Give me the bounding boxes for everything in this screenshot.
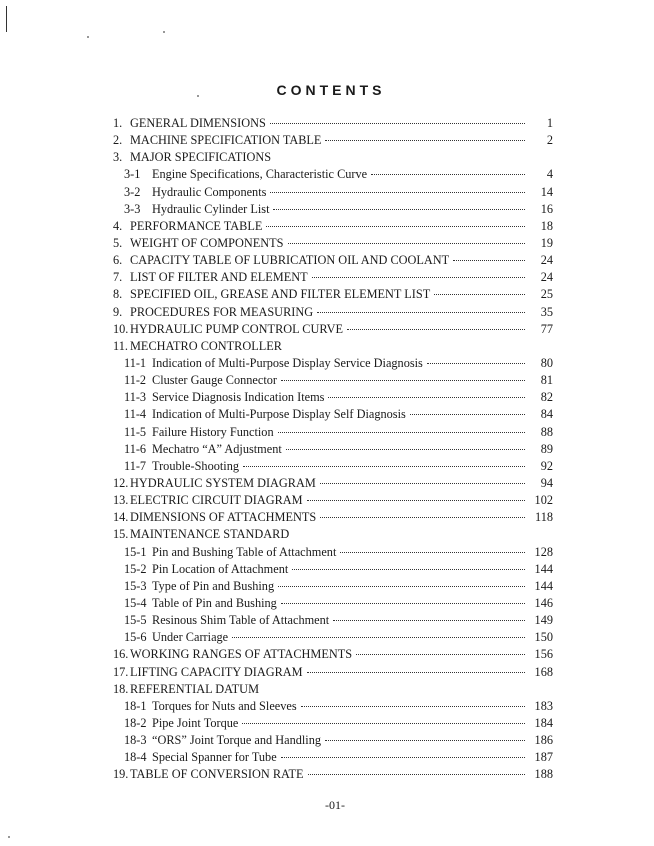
toc-page-number: 88 <box>540 424 553 439</box>
toc-entry-number: 15-4 <box>124 595 147 610</box>
dot-leader <box>371 174 525 175</box>
toc-entry-number: 15. <box>113 527 129 542</box>
dot-leader <box>317 312 525 313</box>
toc-entry-label <box>124 201 269 218</box>
dot-leader <box>410 414 525 415</box>
toc-page-number: 24 <box>540 270 553 285</box>
toc-entry-label <box>113 252 449 269</box>
toc-page-number: 14 <box>540 184 553 199</box>
dot-leader <box>312 277 525 278</box>
dot-leader <box>232 637 525 638</box>
toc-entry-title: HYDRAULIC PUMP CONTROL CURVE <box>130 321 343 336</box>
toc-entry-number: 17. <box>113 664 129 679</box>
scan-edge-mark <box>6 6 7 32</box>
toc-entry-title: Trouble-Shooting <box>152 458 240 473</box>
toc-subentry <box>113 372 553 389</box>
toc-subentry <box>113 458 553 475</box>
toc-entry <box>113 664 553 681</box>
toc-entry-label <box>124 749 277 766</box>
toc-entry <box>113 766 553 783</box>
toc-entry-title: TABLE OF CONVERSION RATE <box>130 767 304 782</box>
toc-subentry <box>113 578 553 595</box>
toc-entry-title: Type of Pin and Bushing <box>152 578 275 593</box>
toc-entry-number: 2. <box>113 133 123 148</box>
toc-entry-number: 11-6 <box>124 441 147 456</box>
dot-leader <box>325 740 525 741</box>
dot-leader <box>308 774 525 775</box>
toc-entry <box>113 252 553 269</box>
toc-entry <box>113 338 553 355</box>
toc-entry-number: 15-1 <box>124 544 147 559</box>
toc-entry <box>113 149 553 166</box>
page-title: CONTENTS <box>276 82 386 98</box>
toc-subentry <box>113 424 553 441</box>
toc-entry-label <box>113 304 313 321</box>
toc-entry-number: 18. <box>113 681 129 696</box>
toc-subentry <box>113 749 553 766</box>
toc-subentry <box>113 612 553 629</box>
toc-entry-label <box>124 184 266 201</box>
toc-entry-title: LIST OF FILTER AND ELEMENT <box>130 270 308 285</box>
toc-entry-title: Table of Pin and Bushing <box>152 595 277 610</box>
toc-entry-title: Mechatro “A” Adjustment <box>152 441 282 456</box>
toc-entry-number: 18-3 <box>124 733 147 748</box>
scan-speck <box>163 31 165 33</box>
toc-subentry <box>113 355 553 372</box>
toc-entry-title: GENERAL DIMENSIONS <box>130 116 266 130</box>
toc-entry-label <box>124 595 277 612</box>
toc-entry-number: 6. <box>113 253 123 268</box>
toc-entry-number: 5. <box>113 235 123 250</box>
toc-entry <box>113 132 553 149</box>
toc-page-number: 18 <box>540 218 553 233</box>
toc-page-number: 146 <box>534 595 553 610</box>
toc-entry-label <box>124 612 329 629</box>
dot-leader <box>307 500 525 501</box>
toc-entry-title: REFERENTIAL DATUM <box>130 681 259 696</box>
toc-entry-title: MECHATRO CONTROLLER <box>130 338 283 353</box>
dot-leader <box>273 209 525 210</box>
toc-entry-label <box>124 629 228 646</box>
toc-entry-number: 12. <box>113 475 129 490</box>
toc-entry-label <box>124 578 274 595</box>
toc-entry-label <box>113 681 259 698</box>
toc-entry-title: PERFORMANCE TABLE <box>130 218 263 233</box>
toc-page-number: 16 <box>540 201 553 216</box>
toc-entry-label <box>124 355 423 372</box>
toc-entry-number: 15-2 <box>124 561 147 576</box>
toc-subentry <box>113 698 553 715</box>
toc-entry-number: 3-2 <box>124 184 141 199</box>
toc-entry-label <box>124 441 282 458</box>
toc-entry-number: 16. <box>113 647 129 662</box>
toc-entry-number: 11-4 <box>124 407 147 422</box>
toc-subentry <box>113 715 553 732</box>
toc-subentry <box>113 389 553 406</box>
dot-leader <box>434 294 525 295</box>
dot-leader <box>333 620 525 621</box>
toc-entry-number: 7. <box>113 270 123 285</box>
toc-page-number: 188 <box>534 767 553 782</box>
toc-page-number: 168 <box>534 664 553 679</box>
toc-page-number: 118 <box>535 510 553 525</box>
dot-leader <box>242 723 525 724</box>
table-of-contents <box>113 115 553 783</box>
toc-entry-title: Indication of Multi-Purpose Display Self Diagnosis <box>152 407 406 422</box>
toc-entry-title: Pin and Bushing Table of Attachment <box>152 544 337 559</box>
toc-entry-title: Under Carriage <box>152 630 229 645</box>
toc-entry-label <box>124 698 297 715</box>
toc-entry-number: 11-1 <box>124 355 147 370</box>
toc-entry-label <box>113 766 304 783</box>
toc-page-number: 149 <box>534 613 553 628</box>
toc-entry-label <box>124 732 321 749</box>
toc-entry-title: LIFTING CAPACITY DIAGRAM <box>130 664 303 679</box>
toc-entry-number: 4. <box>113 218 123 233</box>
toc-entry-label <box>113 526 289 543</box>
toc-entry-title: MACHINE SPECIFICATION TABLE <box>130 133 322 148</box>
dot-leader <box>292 569 525 570</box>
dot-leader <box>270 123 525 124</box>
toc-entry-title: MAINTENANCE STANDARD <box>130 527 290 542</box>
toc-entry <box>113 475 553 492</box>
toc-entry-title: Failure History Function <box>152 424 274 439</box>
toc-page-number: 102 <box>534 493 553 508</box>
toc-page-number: 4 <box>546 167 553 182</box>
dot-leader <box>356 654 525 655</box>
toc-entry <box>113 115 553 132</box>
toc-entry-label <box>113 286 430 303</box>
toc-page-number: 183 <box>534 698 553 713</box>
toc-entry-label <box>113 475 316 492</box>
toc-entry-title: Special Spanner for Tube <box>152 750 277 765</box>
toc-entry-number: 3-3 <box>124 201 141 216</box>
toc-entry-label <box>124 544 336 561</box>
dot-leader <box>281 757 525 758</box>
toc-page-number: 25 <box>540 287 553 302</box>
toc-subentry <box>113 629 553 646</box>
toc-entry <box>113 492 553 509</box>
toc-entry-number: 8. <box>113 287 123 302</box>
toc-page-number: 77 <box>540 321 553 336</box>
dot-leader <box>270 192 525 193</box>
toc-page-number: 84 <box>540 407 553 422</box>
toc-subentry <box>113 406 553 423</box>
toc-entry-number: 15-6 <box>124 630 147 645</box>
page-number-footer: -01- <box>325 798 345 812</box>
toc-subentry <box>113 595 553 612</box>
toc-page-number: 156 <box>534 647 553 662</box>
toc-entry-number: 19. <box>113 767 129 782</box>
toc-entry-label <box>124 561 288 578</box>
dot-leader <box>427 363 525 364</box>
toc-entry-title: Hydraulic Cylinder List <box>152 201 270 216</box>
toc-entry <box>113 321 553 338</box>
dot-leader <box>281 380 525 381</box>
toc-entry-number: 11. <box>113 338 128 353</box>
toc-entry-number: 11-3 <box>124 390 147 405</box>
toc-entry-label <box>113 492 303 509</box>
toc-entry-number: 1. <box>113 116 123 130</box>
toc-entry-label <box>124 166 367 183</box>
scan-speck <box>8 836 10 838</box>
toc-entry-label <box>124 389 324 406</box>
dot-leader <box>328 397 525 398</box>
toc-entry-title: Indication of Multi-Purpose Display Service Diagnosis <box>152 355 423 370</box>
toc-entry-label <box>113 132 321 149</box>
toc-entry-title: ELECTRIC CIRCUIT DIAGRAM <box>130 493 303 508</box>
toc-entry-label <box>113 664 303 681</box>
toc-page-number: 144 <box>534 578 553 593</box>
toc-page-number: 89 <box>540 441 553 456</box>
toc-entry-title: Engine Specifications, Characteristic Curve <box>152 167 368 182</box>
toc-entry-title: WORKING RANGES OF ATTACHMENTS <box>130 647 353 662</box>
toc-page-number: 186 <box>534 733 553 748</box>
dot-leader <box>301 706 525 707</box>
toc-entry-title: Cluster Gauge Connector <box>152 373 277 388</box>
toc-entry-number: 9. <box>113 304 123 319</box>
toc-page-number: 80 <box>540 355 553 370</box>
toc-subentry <box>113 732 553 749</box>
toc-entry-label <box>124 715 238 732</box>
toc-entry <box>113 646 553 663</box>
toc-entry-label <box>113 338 282 355</box>
toc-entry-number: 3-1 <box>124 167 141 182</box>
toc-entry-label <box>113 149 271 166</box>
toc-subentry <box>113 561 553 578</box>
dot-leader <box>266 226 525 227</box>
toc-subentry <box>113 184 553 201</box>
toc-page-number: 19 <box>540 235 553 250</box>
toc-entry-title: MAJOR SPECIFICATIONS <box>130 150 272 165</box>
toc-entry-number: 15-3 <box>124 578 147 593</box>
toc-page-number: 92 <box>540 458 553 473</box>
toc-entry-label <box>113 115 266 132</box>
toc-entry-label <box>124 372 277 389</box>
toc-entry-title: Hydraulic Components <box>152 184 267 199</box>
dot-leader <box>325 140 525 141</box>
toc-entry-number: 11-7 <box>124 458 147 473</box>
toc-entry-number: 10. <box>113 321 129 336</box>
toc-entry-number: 18-1 <box>124 698 147 713</box>
toc-entry-title: SPECIFIED OIL, GREASE AND FILTER ELEMENT LIST <box>130 287 431 302</box>
toc-entry <box>113 269 553 286</box>
toc-entry-title: Resinous Shim Table of Attachment <box>152 613 330 628</box>
toc-entry-label <box>124 406 406 423</box>
toc-subentry <box>113 166 553 183</box>
dot-leader <box>320 517 525 518</box>
toc-page-number: 35 <box>540 304 553 319</box>
toc-subentry <box>113 441 553 458</box>
toc-subentry <box>113 544 553 561</box>
toc-entry-title: Service Diagnosis Indication Items <box>152 390 325 405</box>
toc-entry-title: Pipe Joint Torque <box>152 715 239 730</box>
toc-entry-label <box>124 424 274 441</box>
toc-page-number: 144 <box>534 561 553 576</box>
dot-leader <box>286 449 525 450</box>
toc-entry <box>113 509 553 526</box>
toc-entry-label <box>113 321 343 338</box>
toc-page-number: 82 <box>540 390 553 405</box>
toc-page-number: 81 <box>540 373 553 388</box>
toc-page-number: 24 <box>540 253 553 268</box>
dot-leader <box>347 329 525 330</box>
toc-entry-number: 3. <box>113 150 123 165</box>
toc-entry-label <box>113 269 308 286</box>
toc-entry-title: Torques for Nuts and Sleeves <box>152 698 297 713</box>
dot-leader <box>281 603 525 604</box>
toc-entry <box>113 526 553 543</box>
dot-leader <box>453 260 525 261</box>
toc-entry-number: 15-5 <box>124 613 147 628</box>
toc-entry-title: WEIGHT OF COMPONENTS <box>130 235 284 250</box>
toc-entry-title: PROCEDURES FOR MEASURING <box>130 304 314 319</box>
toc-entry-label <box>113 235 284 252</box>
toc-entry-number: 13. <box>113 493 129 508</box>
toc-entry-title: HYDRAULIC SYSTEM DIAGRAM <box>130 475 316 490</box>
toc-subentry <box>113 201 553 218</box>
dot-leader <box>243 466 525 467</box>
toc-entry-title: DIMENSIONS OF ATTACHMENTS <box>130 510 317 525</box>
toc-entry <box>113 235 553 252</box>
dot-leader <box>320 483 525 484</box>
toc-entry-number: 11-2 <box>124 373 147 388</box>
dot-leader <box>278 432 525 433</box>
toc-page-number: 184 <box>534 715 553 730</box>
toc-page-number: 187 <box>534 750 553 765</box>
toc-entry <box>113 681 553 698</box>
toc-entry <box>113 286 553 303</box>
toc-page-number: 128 <box>534 544 553 559</box>
dot-leader <box>288 243 526 244</box>
dot-leader <box>307 672 525 673</box>
toc-page-number: 1 <box>546 116 553 130</box>
toc-entry-number: 18-4 <box>124 750 147 765</box>
toc-entry-title: Pin Location of Attachment <box>152 561 289 576</box>
toc-entry <box>113 304 553 321</box>
toc-entry-title: CAPACITY TABLE OF LUBRICATION OIL AND COOLANT <box>130 253 450 268</box>
toc-entry-label <box>113 218 262 235</box>
toc-entry-number: 18-2 <box>124 715 147 730</box>
toc-page-number: 150 <box>534 630 553 645</box>
toc-entry <box>113 218 553 235</box>
toc-entry-number: 11-5 <box>124 424 147 439</box>
scan-speck <box>87 36 89 38</box>
toc-entry-number: 14. <box>113 510 129 525</box>
toc-page-number: 94 <box>540 475 553 490</box>
toc-entry-title: “ORS” Joint Torque and Handling <box>152 733 321 748</box>
toc-entry-label <box>113 646 352 663</box>
toc-page-number: 2 <box>546 133 553 148</box>
toc-entry-label <box>113 509 316 526</box>
toc-entry-label <box>124 458 239 475</box>
dot-leader <box>340 552 525 553</box>
dot-leader <box>278 586 525 587</box>
